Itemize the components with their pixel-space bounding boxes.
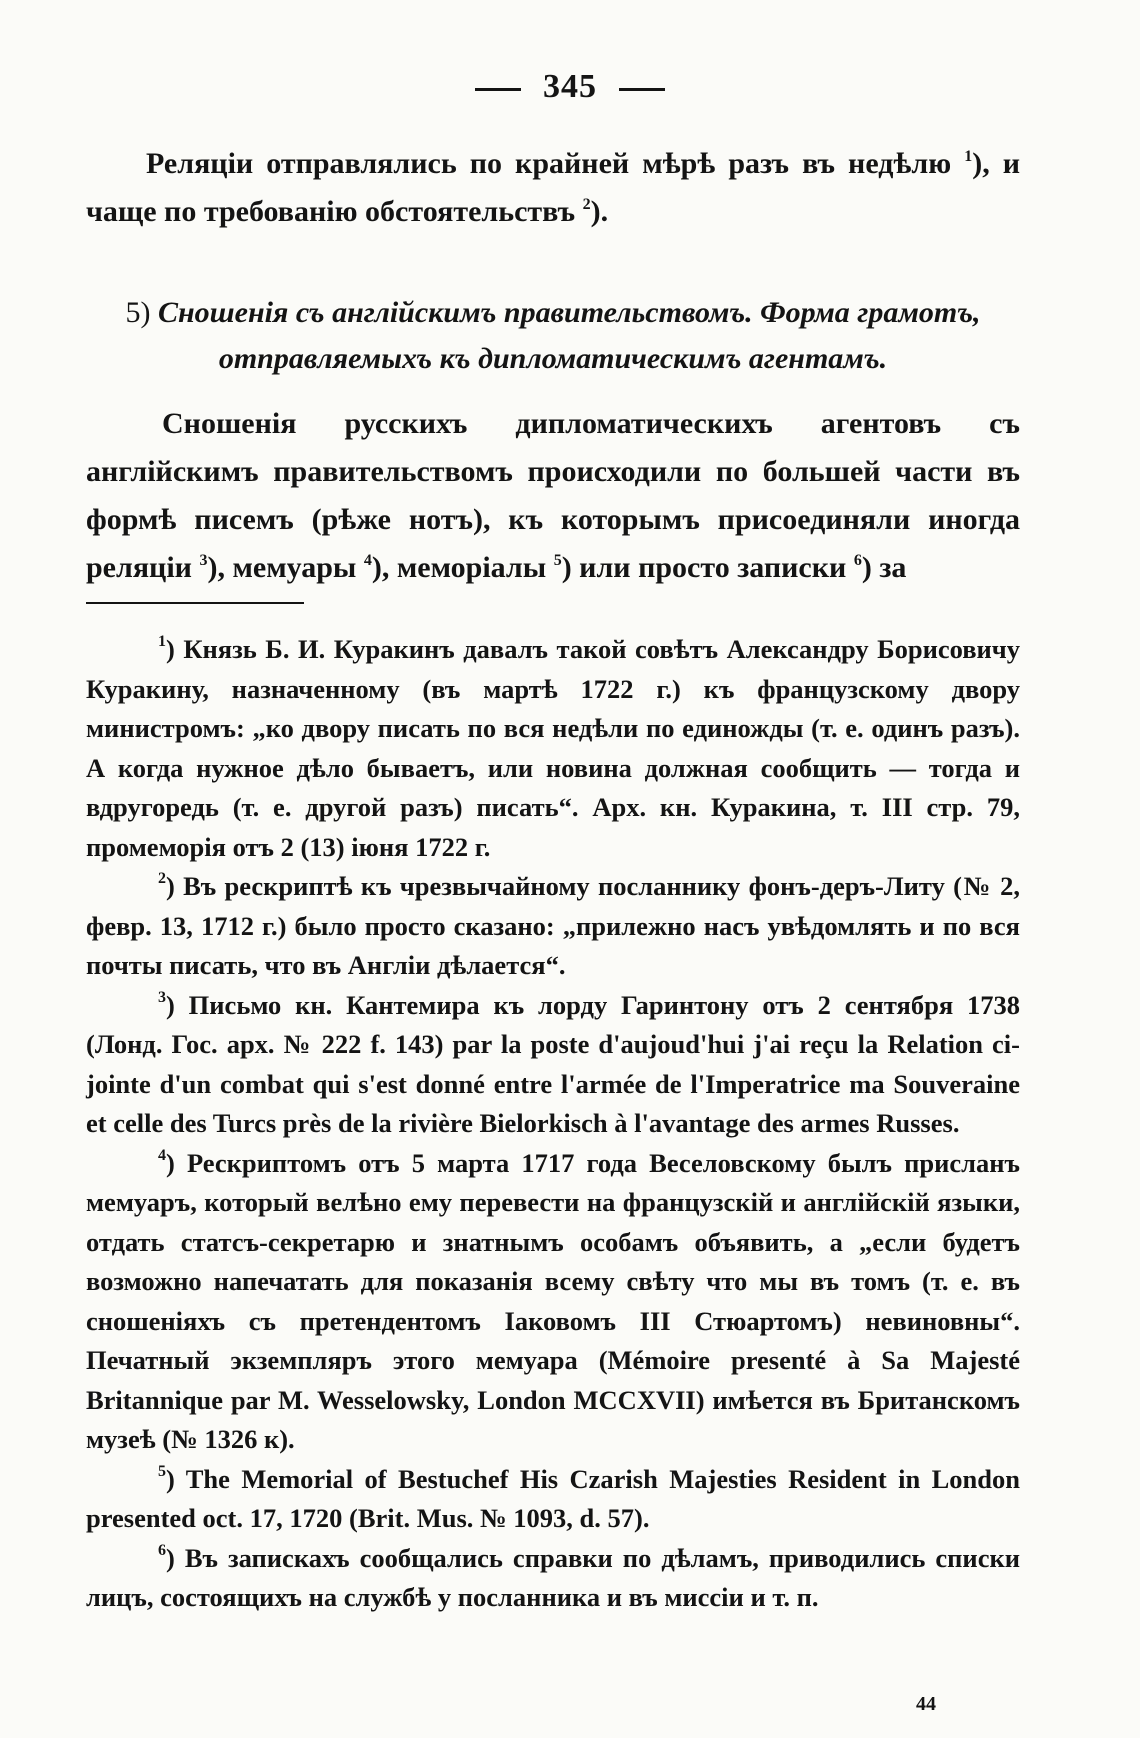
section-heading [86, 290, 1020, 382]
footnote-mark: 4 [158, 1146, 166, 1164]
footnote-text: ) The Memorial of Bestuchef His Czarish Majesties Resident in London presented oct. 17, 1720 (Brit. Mus. № 1093, d. 57). [86, 1463, 1020, 1533]
header-dash-right [619, 88, 665, 91]
paragraph-2-text-b: ), мемуары [207, 551, 364, 584]
page-header [0, 68, 1140, 106]
paragraph-1 [86, 140, 1020, 236]
footnote-mark: 1 [158, 633, 166, 650]
paragraph-2-text-e: ) за [861, 551, 907, 584]
footnote-mark: 2 [158, 870, 166, 887]
footnote-mark: 6 [158, 1541, 166, 1559]
footnote-text: ) Князь Б. И. Куракинъ давалъ такой совѣтъ Александру Борисовичу Куракину, назначенному (въ мартѣ 1722 г.) къ французскому двору министромъ: „ко двору писать по вся недѣли по единожды (т. е. одинъ разъ). А когда нужное дѣло бываетъ, или новина должная сообщить — тогда и вдругоредь (т. е. другой разъ) писать“. Арх. кн. Куракина, т. III стр. 79, промеморія отъ 2 (13) іюня 1722 г. [86, 634, 1020, 862]
footnote-text: ) Рескриптомъ отъ 5 марта 1717 года Веселовскому былъ присланъ мемуаръ, который велѣно ему перевести на французскій и англійскій языки, отдать статсъ-секретарю и знатнымъ особамъ объявить, а „если будетъ возможно напечатать для показанія всему свѣту что мы въ томъ (т. е. въ сношеніяхъ съ претендентомъ Іаковомъ III Стюартомъ) невиновны“. Печатный экземпляръ этого мемуара (Mémoire presenté à Sa Majesté Britannique par M. Wesselowsky, London MCCXVII) имѣется въ Британскомъ музеѣ (№ 1326 к). [86, 1147, 1020, 1454]
footnote-ref-5: 5 [553, 552, 562, 569]
footnotes [86, 630, 1020, 1618]
paragraph-1-text-a: Реляціи отправлялись по крайней мѣрѣ разъ въ недѣлю [146, 147, 965, 180]
section-number: 5) [125, 296, 151, 329]
header-dash-left [475, 88, 521, 91]
footnote-text: ) Въ рескриптѣ къ чрезвычайному посланнику фонъ-деръ-Литу (№ 2, февр. 13, 1712 г.) было просто сказано: „прилежно насъ увѣдомлять и по вся почты писать, что въ Англіи дѣлается“. [86, 871, 1020, 980]
footnote-6 [86, 1539, 1020, 1618]
paragraph-1-text-b: ), и чаще по требованію обстоятельствъ [86, 147, 1020, 228]
footnote-mark: 3 [158, 988, 166, 1006]
footnote-ref-3: 3 [199, 552, 208, 569]
footnote-ref-4: 4 [363, 552, 372, 569]
paragraph-2-text-d: ) или просто записки [561, 551, 854, 584]
footnote-divider [86, 602, 304, 604]
printer-signature: 44 [916, 1693, 936, 1715]
paragraph-2-text-a: Сношенія русскихъ дипломатическихъ агентовъ съ англійскимъ правительствомъ происходили по большей части въ формѣ писемъ (рѣже нотъ), къ которымъ присоединяли иногда реляціи [86, 407, 1020, 584]
footnote-text: ) Письмо кн. Кантемира къ лорду Гаринтону отъ 2 сентября 1738 (Лонд. Гос. арх. № 222 f. 143) par la poste d'aujoud'hui j'ai reçu la Relation ci-jointe d'un combat qui s'est donné entre l'armée de l'Imperatrice ma Souveraine et celle des Turcs près de la rivière Bielorkisch à l'avantage des armes Russes. [86, 989, 1020, 1138]
section-title: Сношенія съ англійскимъ правительствомъ. Форма грамотъ, отправляемыхъ къ дипломатическимъ агентамъ. [157, 296, 981, 375]
footnote-ref-2: 2 [582, 196, 591, 213]
footnote-2 [86, 867, 1020, 986]
footnote-ref-6: 6 [853, 552, 862, 569]
footnote-5 [86, 1460, 1020, 1539]
paragraph-2-text-c: ), меморіалы [371, 551, 554, 584]
footnote-1 [86, 630, 1020, 867]
footnote-mark: 5 [158, 1462, 166, 1480]
paragraph-1-text-c: ). [590, 195, 609, 228]
footnote-ref-1: 1 [964, 148, 973, 165]
paragraph-2 [86, 400, 1020, 592]
page-number: 345 [543, 68, 597, 105]
footnote-4 [86, 1144, 1020, 1460]
footnote-3 [86, 986, 1020, 1144]
footnote-text: ) Въ запискахъ сообщались справки по дѣламъ, приводились списки лицъ, состоящихъ на службѣ у посланника и въ миссіи и т. п. [86, 1542, 1020, 1612]
